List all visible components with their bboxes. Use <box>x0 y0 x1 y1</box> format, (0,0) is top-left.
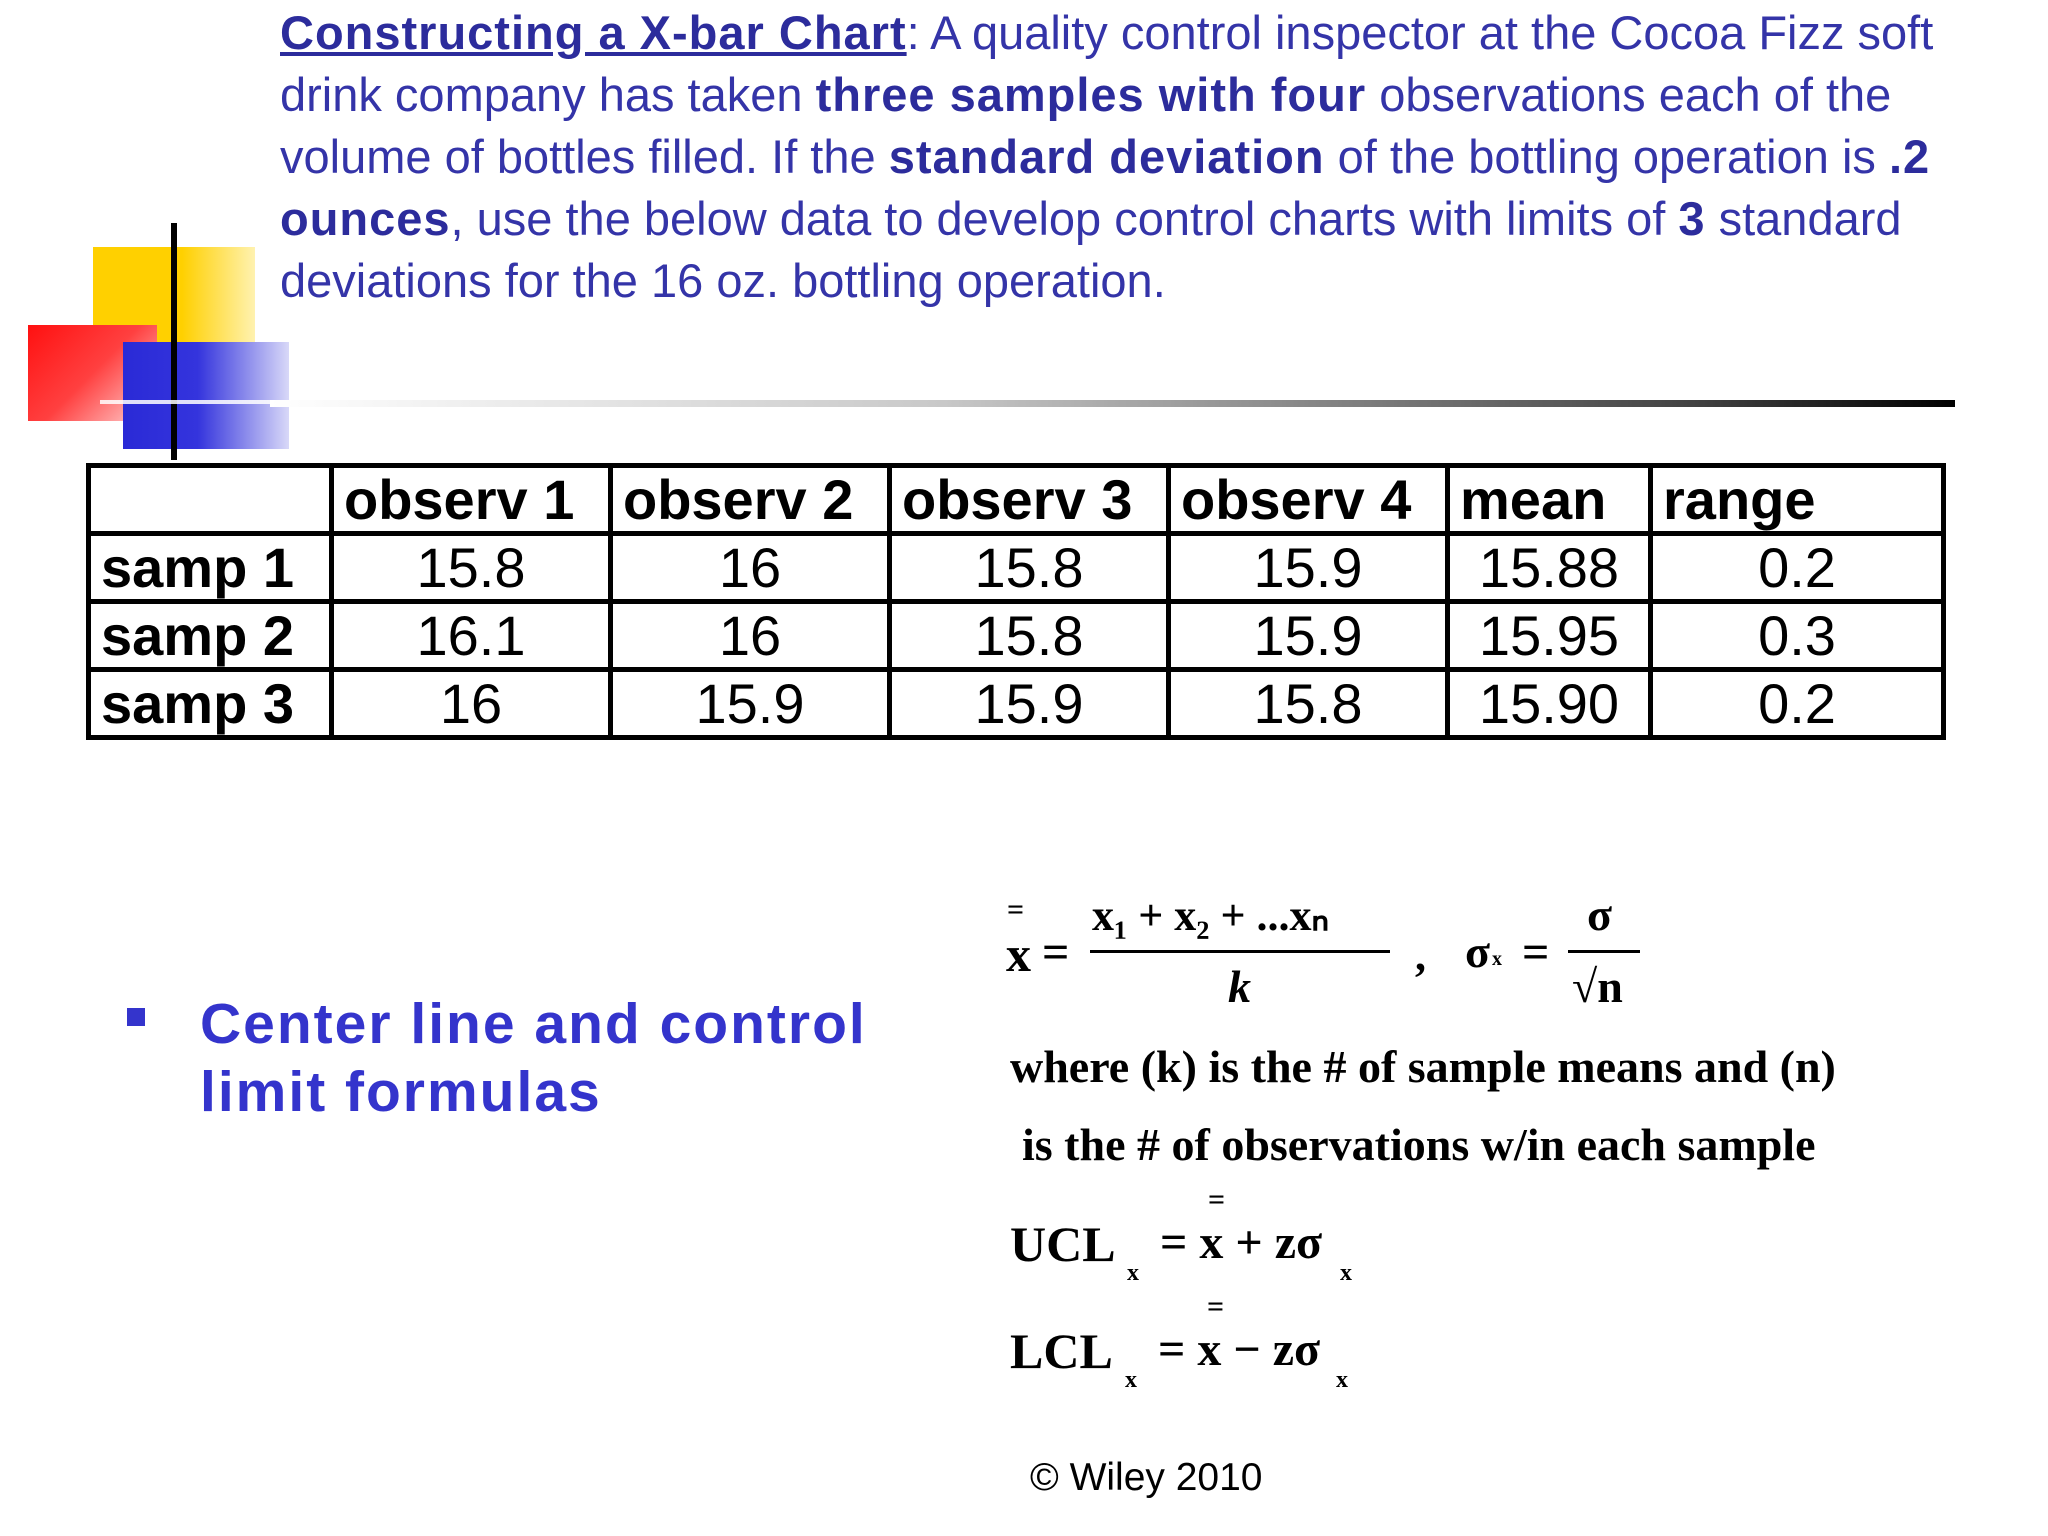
table-cell: 16 <box>611 602 890 670</box>
table-cell: 0.2 <box>1651 670 1944 738</box>
intro-text-5: standard deviations for the 16 oz. bottling operation. <box>280 192 1902 307</box>
table-header-cell: mean <box>1448 466 1651 534</box>
copyright-notice: © Wiley 2010 <box>1030 1456 1263 1499</box>
intro-bold-1: three samples with four <box>815 68 1367 121</box>
ucl-subscript: x <box>1127 1260 1139 1286</box>
double-bar-mark: = <box>1208 1183 1226 1216</box>
row-label: samp 3 <box>89 670 332 738</box>
where-text-line-1: where (k) is the # of sample means and (n) <box>1010 1041 1836 1092</box>
formula-comma: , <box>1415 931 1426 980</box>
intro-paragraph <box>280 2 1960 312</box>
bullet-marker <box>127 1008 145 1026</box>
table-row <box>89 534 1944 602</box>
lcl-formula: = x − zσ <box>1158 1323 1321 1376</box>
sigma-lhs: σ <box>1465 926 1491 977</box>
table-cell: 15.8 <box>890 602 1169 670</box>
table-cell: 15.8 <box>890 534 1169 602</box>
table-header-cell <box>89 466 332 534</box>
table-cell: 15.8 <box>332 534 611 602</box>
lcl-sigma-subscript: x <box>1336 1367 1348 1393</box>
where-text-line-2: is the # of observations w/in each sample <box>1022 1119 1816 1170</box>
row-label: samp 2 <box>89 602 332 670</box>
table-header-cell: observ 2 <box>611 466 890 534</box>
table-header-cell: observ 4 <box>1169 466 1448 534</box>
table-cell: 15.90 <box>1448 670 1651 738</box>
table-header-row <box>89 466 1944 534</box>
fraction-bar <box>1090 950 1390 953</box>
intro-text-3: of the bottling operation is <box>1324 130 1889 183</box>
lcl-label: LCL <box>1010 1323 1113 1379</box>
ucl-sigma-subscript: x <box>1340 1260 1352 1286</box>
ucl-label: UCL <box>1010 1216 1116 1272</box>
table-cell: 16 <box>332 670 611 738</box>
table-row <box>89 602 1944 670</box>
table-cell: 16 <box>611 534 890 602</box>
table-cell: 15.9 <box>1169 602 1448 670</box>
sigma-numerator: σ <box>1587 889 1613 940</box>
sigma-subscript: x <box>1492 948 1502 970</box>
table-row <box>89 670 1944 738</box>
table-cell: 15.8 <box>1169 670 1448 738</box>
table-cell: 15.95 <box>1448 602 1651 670</box>
logo-blue-block <box>123 342 289 449</box>
intro-bold-2: standard deviation <box>888 130 1325 183</box>
table-cell: 15.9 <box>611 670 890 738</box>
sample-data-table <box>86 463 1946 740</box>
slide-title: Constructing a X-bar Chart <box>280 6 907 59</box>
table-header-cell: observ 1 <box>332 466 611 534</box>
table-cell: 15.9 <box>890 670 1169 738</box>
equals-sign: = <box>1042 926 1070 979</box>
intro-text-2: observations each of the volume of bottles filled. If the <box>280 68 1892 183</box>
table-header-cell: observ 3 <box>890 466 1169 534</box>
table-cell: 15.88 <box>1448 534 1651 602</box>
mean-numerator: x₁ + x₂ + ...xₙ <box>1092 891 1330 940</box>
double-bar-mark: = <box>1207 1290 1225 1323</box>
mean-denominator: k <box>1228 961 1251 1012</box>
table-cell: 0.2 <box>1651 534 1944 602</box>
ucl-formula: = x + zσ <box>1160 1216 1323 1269</box>
sqrt-n: √n <box>1572 961 1623 1012</box>
lcl-subscript: x <box>1125 1367 1137 1393</box>
title-divider-rule <box>270 400 1955 407</box>
grand-mean-symbol: x <box>1006 926 1031 982</box>
intro-text-1: : A quality control inspector at the Cocoa Fizz soft drink company has taken <box>280 6 1934 121</box>
table-cell: 0.3 <box>1651 602 1944 670</box>
logo-horizontal-line <box>100 400 288 404</box>
double-bar-mark: = <box>1007 893 1025 926</box>
equals-sign: = <box>1522 926 1550 979</box>
bullet-text: Center line and control limit formulas <box>200 992 867 1124</box>
row-label: samp 1 <box>89 534 332 602</box>
intro-bold-3: .2 ounces <box>280 130 1931 245</box>
table-cell: 15.9 <box>1169 534 1448 602</box>
intro-bold-4: 3 <box>1678 192 1706 245</box>
table-cell: 16.1 <box>332 602 611 670</box>
table-header-cell: range <box>1651 466 1944 534</box>
fraction-bar <box>1568 950 1640 953</box>
logo-vertical-line <box>171 223 177 460</box>
intro-text-4: , use the below data to develop control charts with limits of <box>450 192 1679 245</box>
